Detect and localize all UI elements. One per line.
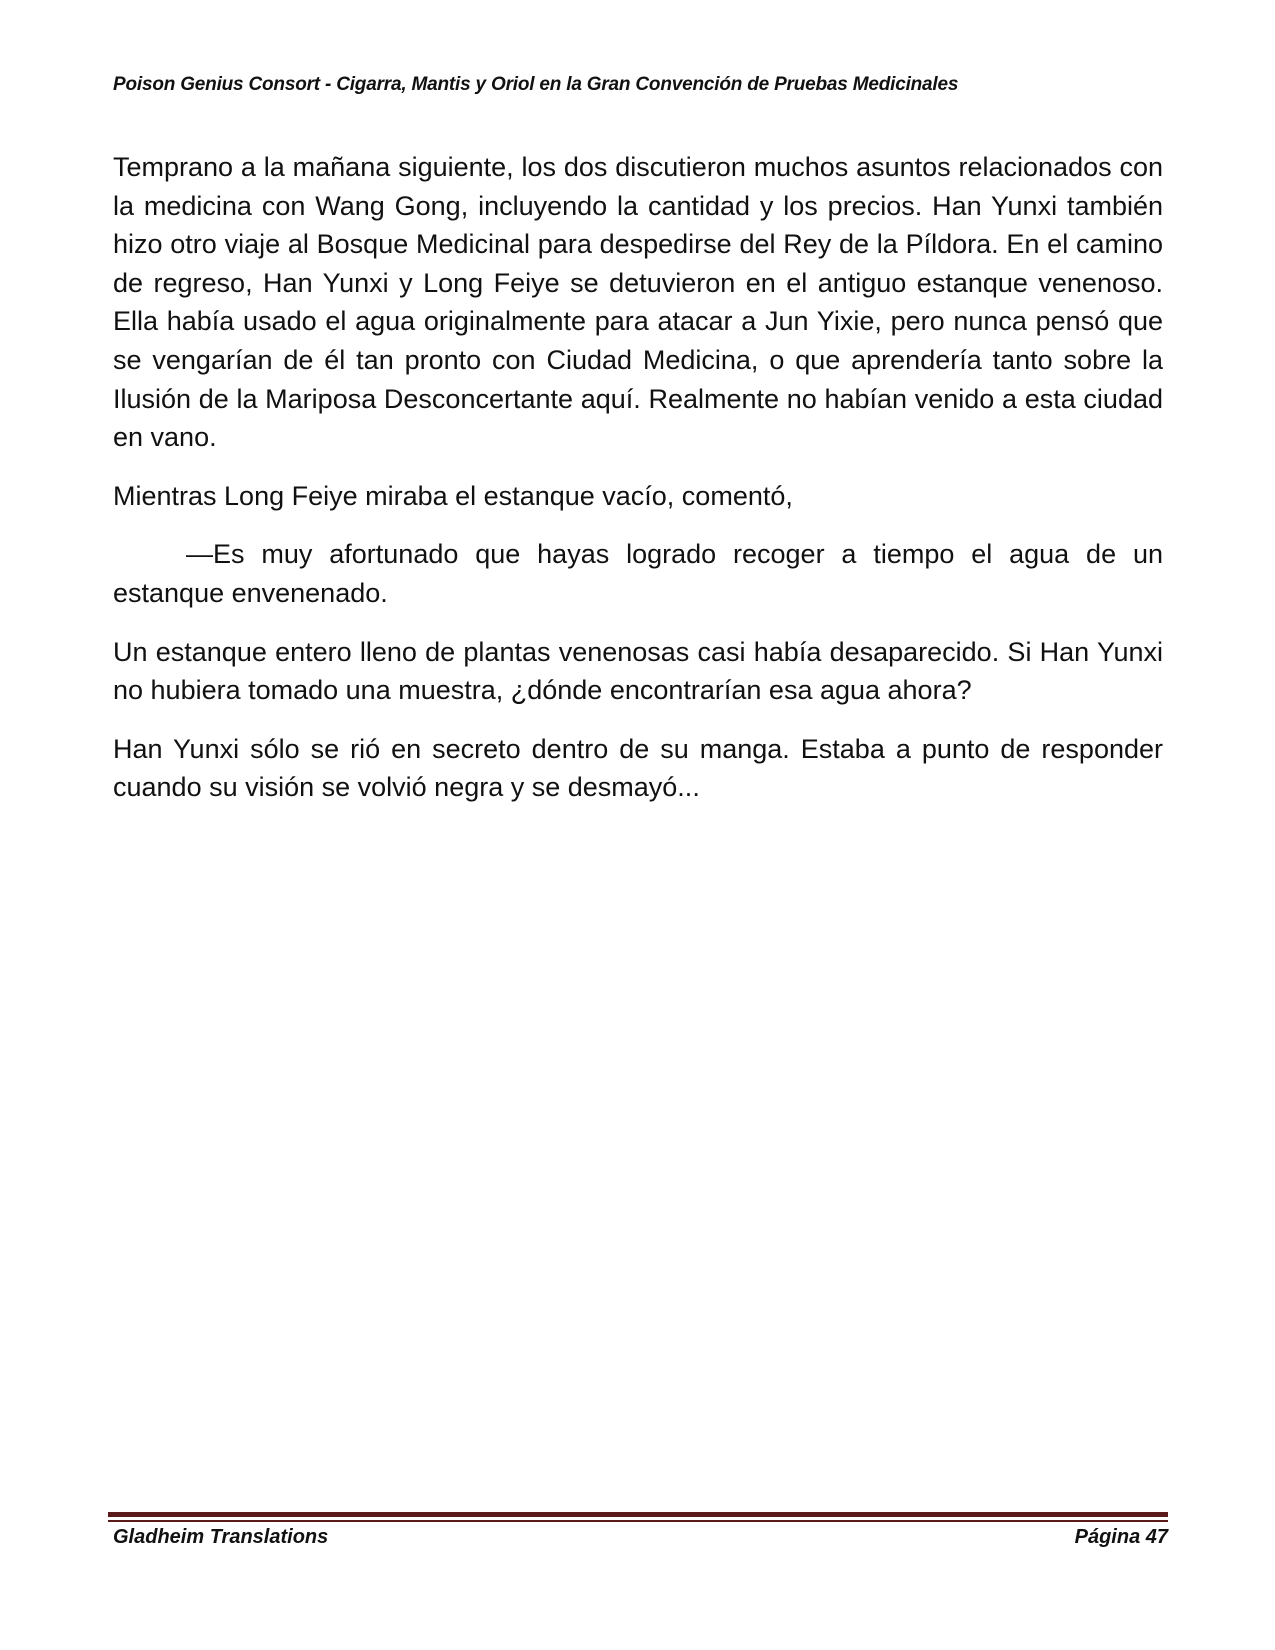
running-header-title: Poison Genius Consort - Cigarra, Mantis y Oriol en la Gran Convención de Pruebas Medicinales: [113, 74, 959, 95]
paragraph-4: Un estanque entero lleno de plantas venenosas casi había desaparecido. Si Han Yunxi no hubiera tomado una muestra, ¿dónde encontrarían esa agua ahora?: [113, 636, 1163, 706]
footer-publisher: Gladheim Translations: [113, 1526, 329, 1548]
paragraph-3-dialogue: —Es muy afortunado que hayas logrado recoger a tiempo el agua de un estanque envenenado.: [113, 539, 1163, 608]
footer-divider-thick: [108, 1512, 1168, 1517]
footer-page-number: Página 47: [1074, 1526, 1168, 1548]
body-text: [113, 148, 1163, 827]
paragraph-2: Mientras Long Feiye miraba el estanque vacío, comentó,: [113, 480, 793, 511]
footer-divider-thin: [108, 1520, 1168, 1522]
paragraph-1: Temprano a la mañana siguiente, los dos discutieron muchos asuntos relacionados con la medicina con Wang Gong, incluyendo la cantidad y los precios. Han Yunxi también hizo otro viaje al Bosque Medicinal para despedirse del Rey de la Píldora. En el camino de regreso, Han Yunxi y Long Feiye se detuvieron en el antiguo estanque venenoso. Ella había usado el agua originalmente para atacar a Jun Yixie, pero nunca pensó que se vengarían de él tan pronto con Ciudad Medicina, o que aprendería tanto sobre la Ilusión de la Mariposa Desconcertante aquí. Realmente no habían venido a esta ciudad en vano.: [113, 152, 1163, 453]
paragraph-5: Han Yunxi sólo se rió en secreto dentro de su manga. Estaba a punto de responder cuando su visión se volvió negra y se desmayó...: [113, 733, 1163, 803]
